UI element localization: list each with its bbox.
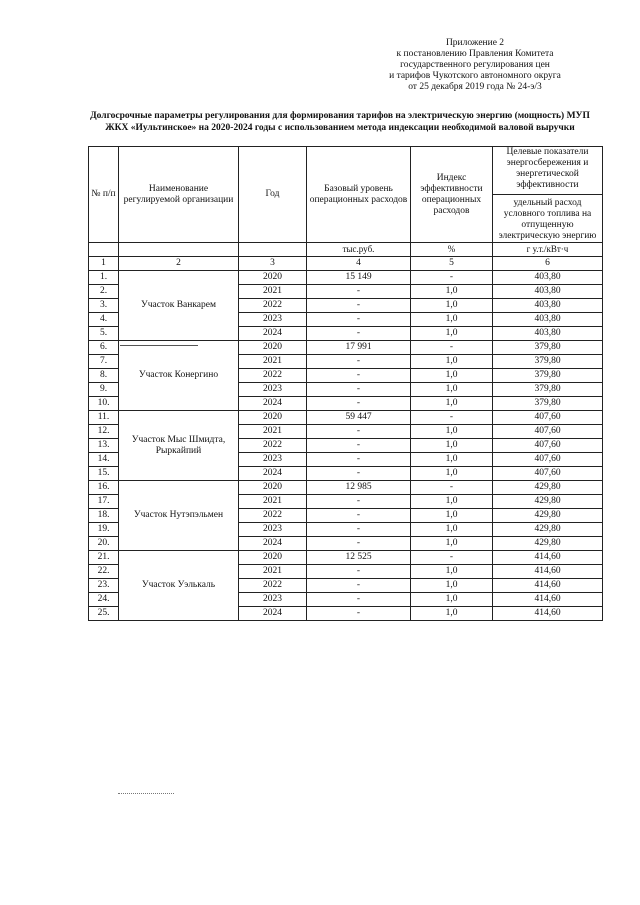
fuel-rate-cell: 379,80 xyxy=(493,383,603,397)
fuel-rate-cell: 414,60 xyxy=(493,565,603,579)
base-cost-cell: - xyxy=(307,355,411,369)
fuel-rate-cell: 414,60 xyxy=(493,593,603,607)
year-cell: 2023 xyxy=(239,523,307,537)
year-cell: 2024 xyxy=(239,327,307,341)
table-row xyxy=(89,271,603,285)
year-cell: 2021 xyxy=(239,355,307,369)
year-cell: 2024 xyxy=(239,397,307,411)
efficiency-index-cell: - xyxy=(411,411,493,425)
fuel-rate-cell: 429,80 xyxy=(493,481,603,495)
header-target-top: Целевые показатели энергосбережения и энергетической эффективности xyxy=(493,147,602,195)
col-number: 5 xyxy=(411,257,493,271)
unit-cell-empty xyxy=(89,243,119,257)
row-number: 6. xyxy=(89,341,119,355)
base-cost-cell: 59 447 xyxy=(307,411,411,425)
organization-name: Участок Ванкарем xyxy=(119,271,239,341)
year-cell: 2023 xyxy=(239,383,307,397)
row-number: 19. xyxy=(89,523,119,537)
base-cost-cell: - xyxy=(307,607,411,621)
fuel-rate-cell: 429,80 xyxy=(493,509,603,523)
base-cost-cell: - xyxy=(307,495,411,509)
efficiency-index-cell: - xyxy=(411,551,493,565)
efficiency-index-cell: 1,0 xyxy=(411,495,493,509)
organization-name: Участок Уэлькаль xyxy=(119,551,239,621)
fuel-rate-cell: 379,80 xyxy=(493,355,603,369)
base-cost-cell: - xyxy=(307,299,411,313)
efficiency-index-cell: 1,0 xyxy=(411,299,493,313)
row-number: 9. xyxy=(89,383,119,397)
header-target xyxy=(493,147,603,243)
year-cell: 2020 xyxy=(239,481,307,495)
row-number: 24. xyxy=(89,593,119,607)
base-cost-cell: - xyxy=(307,383,411,397)
organization-name: Участок Мыс Шмидта, Рыркайпий xyxy=(119,411,239,481)
row-number: 20. xyxy=(89,537,119,551)
efficiency-index-cell: 1,0 xyxy=(411,607,493,621)
year-cell: 2021 xyxy=(239,285,307,299)
year-cell: 2024 xyxy=(239,467,307,481)
header-org: Наименование регулируемой организации xyxy=(119,147,239,243)
fuel-rate-cell: 429,80 xyxy=(493,523,603,537)
parameters-table xyxy=(88,146,603,621)
fuel-rate-cell: 379,80 xyxy=(493,369,603,383)
fuel-rate-cell: 407,60 xyxy=(493,453,603,467)
year-cell: 2023 xyxy=(239,453,307,467)
base-cost-cell: - xyxy=(307,453,411,467)
base-cost-cell: - xyxy=(307,369,411,383)
title-line: ЖКХ «Иультинское» на 2020-2024 годы с использованием метода индексации необходимой валовой выручки xyxy=(105,123,575,133)
efficiency-index-cell: 1,0 xyxy=(411,355,493,369)
fuel-rate-cell: 407,60 xyxy=(493,411,603,425)
unit-cell-empty xyxy=(119,243,239,257)
efficiency-index-cell: 1,0 xyxy=(411,285,493,299)
fuel-rate-cell: 379,80 xyxy=(493,341,603,355)
efficiency-index-cell: 1,0 xyxy=(411,313,493,327)
row-number: 2. xyxy=(89,285,119,299)
base-cost-cell: - xyxy=(307,537,411,551)
row-number: 11. xyxy=(89,411,119,425)
scan-mark xyxy=(118,793,174,794)
appendix-line: Приложение 2 xyxy=(445,38,505,48)
base-cost-cell: 17 991 xyxy=(307,341,411,355)
appendix-line: к постановлению Правления Комитета xyxy=(396,49,554,59)
unit-cell-empty xyxy=(239,243,307,257)
efficiency-index-cell: 1,0 xyxy=(411,453,493,467)
row-number: 21. xyxy=(89,551,119,565)
appendix-line: от 25 декабря 2019 года № 24-э/3 xyxy=(408,82,542,92)
year-cell: 2023 xyxy=(239,313,307,327)
base-cost-cell: - xyxy=(307,439,411,453)
year-cell: 2023 xyxy=(239,593,307,607)
year-cell: 2021 xyxy=(239,565,307,579)
year-cell: 2024 xyxy=(239,537,307,551)
header-target-sub: удельный расход условного топлива на отпущенную электрическую энергию xyxy=(498,198,597,241)
year-cell: 2024 xyxy=(239,607,307,621)
table-row xyxy=(89,551,603,565)
col-number: 2 xyxy=(119,257,239,271)
base-cost-cell: - xyxy=(307,285,411,299)
fuel-rate-cell: 403,80 xyxy=(493,327,603,341)
fuel-rate-cell: 403,80 xyxy=(493,271,603,285)
organization-name: Участок Нутэпэльмен xyxy=(119,481,239,551)
row-number: 5. xyxy=(89,327,119,341)
col-number: 4 xyxy=(307,257,411,271)
table-row xyxy=(89,481,603,495)
header-base: Базовый уровень операционных расходов xyxy=(307,147,411,243)
efficiency-index-cell: - xyxy=(411,271,493,285)
base-cost-cell: - xyxy=(307,523,411,537)
efficiency-index-cell: 1,0 xyxy=(411,579,493,593)
base-cost-cell: - xyxy=(307,425,411,439)
col-number: 1 xyxy=(89,257,119,271)
fuel-rate-cell: 414,60 xyxy=(493,607,603,621)
table-row xyxy=(89,341,603,355)
efficiency-index-cell: 1,0 xyxy=(411,439,493,453)
efficiency-index-cell: 1,0 xyxy=(411,593,493,607)
appendix-line: государственного регулирования цен xyxy=(400,60,550,70)
row-number: 23. xyxy=(89,579,119,593)
col-number: 3 xyxy=(239,257,307,271)
appendix-line: и тарифов Чукотского автономного округа xyxy=(389,71,561,81)
fuel-rate-cell: 403,80 xyxy=(493,285,603,299)
row-number: 8. xyxy=(89,369,119,383)
efficiency-index-cell: 1,0 xyxy=(411,397,493,411)
base-cost-cell: - xyxy=(307,327,411,341)
appendix-header xyxy=(350,38,600,93)
year-cell: 2020 xyxy=(239,551,307,565)
header-year: Год xyxy=(239,147,307,243)
base-cost-cell: - xyxy=(307,313,411,327)
scan-mark xyxy=(120,345,198,346)
fuel-rate-cell: 407,60 xyxy=(493,439,603,453)
year-cell: 2022 xyxy=(239,579,307,593)
table-row xyxy=(89,411,603,425)
fuel-rate-cell: 403,80 xyxy=(493,299,603,313)
unit-target: г у.т./кВт·ч xyxy=(493,243,603,257)
year-cell: 2022 xyxy=(239,509,307,523)
fuel-rate-cell: 407,60 xyxy=(493,467,603,481)
fuel-rate-cell: 429,80 xyxy=(493,495,603,509)
base-cost-cell: - xyxy=(307,467,411,481)
efficiency-index-cell: 1,0 xyxy=(411,537,493,551)
year-cell: 2020 xyxy=(239,411,307,425)
fuel-rate-cell: 429,80 xyxy=(493,537,603,551)
row-number: 10. xyxy=(89,397,119,411)
unit-index: % xyxy=(411,243,493,257)
row-number: 3. xyxy=(89,299,119,313)
organization-name: Участок Конергино xyxy=(119,341,239,411)
base-cost-cell: 12 985 xyxy=(307,481,411,495)
efficiency-index-cell: 1,0 xyxy=(411,327,493,341)
row-number: 16. xyxy=(89,481,119,495)
year-cell: 2022 xyxy=(239,299,307,313)
efficiency-index-cell: 1,0 xyxy=(411,383,493,397)
base-cost-cell: - xyxy=(307,593,411,607)
base-cost-cell: 15 149 xyxy=(307,271,411,285)
base-cost-cell: - xyxy=(307,579,411,593)
year-cell: 2020 xyxy=(239,271,307,285)
efficiency-index-cell: - xyxy=(411,341,493,355)
year-cell: 2022 xyxy=(239,369,307,383)
row-number: 4. xyxy=(89,313,119,327)
unit-base: тыс.руб. xyxy=(307,243,411,257)
row-number: 25. xyxy=(89,607,119,621)
header-index: Индекс эффективности операционных расходов xyxy=(411,147,493,243)
efficiency-index-cell: 1,0 xyxy=(411,425,493,439)
fuel-rate-cell: 414,60 xyxy=(493,551,603,565)
fuel-rate-cell: 414,60 xyxy=(493,579,603,593)
efficiency-index-cell: 1,0 xyxy=(411,523,493,537)
year-cell: 2021 xyxy=(239,495,307,509)
fuel-rate-cell: 379,80 xyxy=(493,397,603,411)
row-number: 17. xyxy=(89,495,119,509)
row-number: 12. xyxy=(89,425,119,439)
year-cell: 2022 xyxy=(239,439,307,453)
row-number: 14. xyxy=(89,453,119,467)
row-number: 18. xyxy=(89,509,119,523)
efficiency-index-cell: 1,0 xyxy=(411,467,493,481)
efficiency-index-cell: 1,0 xyxy=(411,509,493,523)
year-cell: 2020 xyxy=(239,341,307,355)
col-number: 6 xyxy=(493,257,603,271)
base-cost-cell: 12 525 xyxy=(307,551,411,565)
efficiency-index-cell: - xyxy=(411,481,493,495)
fuel-rate-cell: 403,80 xyxy=(493,313,603,327)
row-number: 1. xyxy=(89,271,119,285)
fuel-rate-cell: 407,60 xyxy=(493,425,603,439)
base-cost-cell: - xyxy=(307,565,411,579)
base-cost-cell: - xyxy=(307,509,411,523)
row-number: 15. xyxy=(89,467,119,481)
row-number: 7. xyxy=(89,355,119,369)
row-number: 13. xyxy=(89,439,119,453)
title-line: Долгосрочные параметры регулирования для формирования тарифов на электрическую энергию (мощность) МУП xyxy=(90,111,590,121)
document-title xyxy=(80,110,600,134)
efficiency-index-cell: 1,0 xyxy=(411,369,493,383)
efficiency-index-cell: 1,0 xyxy=(411,565,493,579)
year-cell: 2021 xyxy=(239,425,307,439)
base-cost-cell: - xyxy=(307,397,411,411)
header-num: № п/п xyxy=(89,147,119,243)
row-number: 22. xyxy=(89,565,119,579)
